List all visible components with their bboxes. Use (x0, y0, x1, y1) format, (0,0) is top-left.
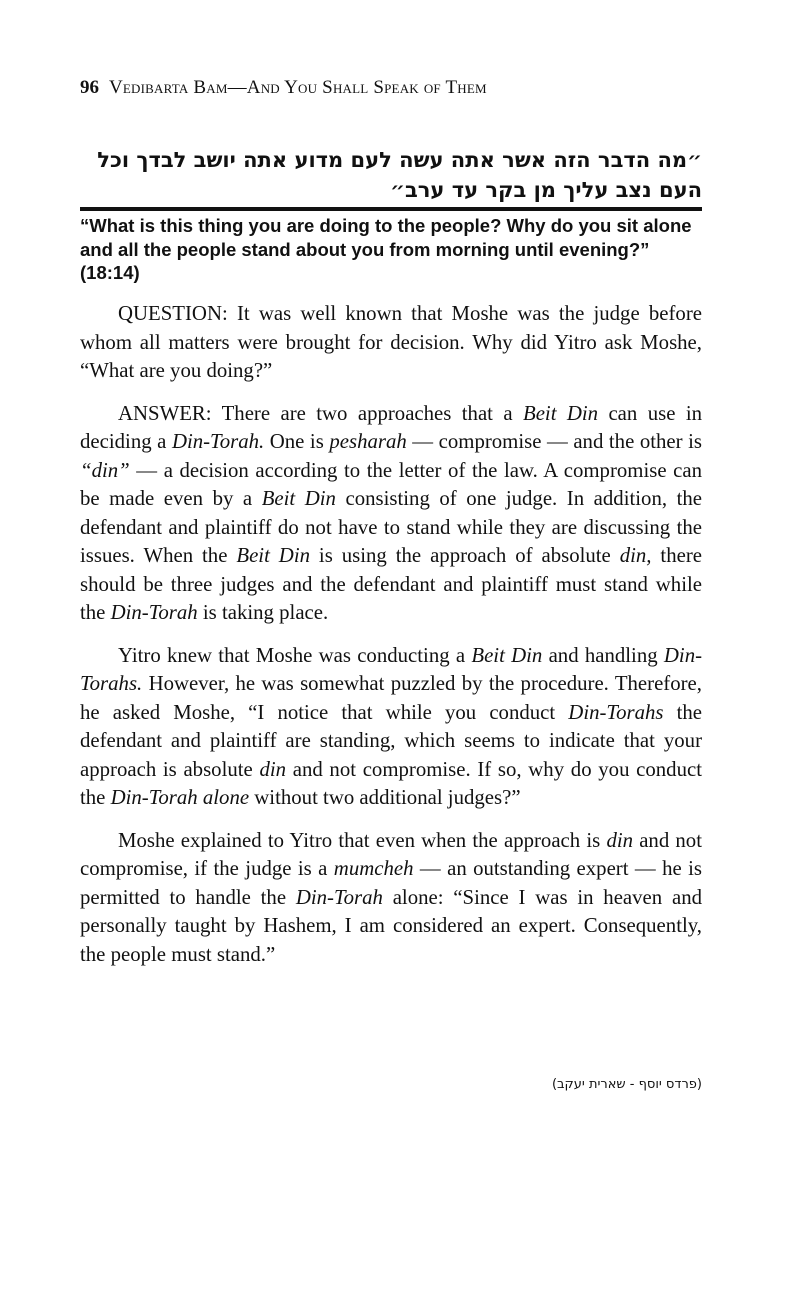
text-run: and not compromise. If so, why do you conduct the (80, 757, 702, 809)
text-run: QUESTION: It was well known that Moshe was the judge before whom all matters were brought for decision. Why did Yitro ask Moshe, “What are you doing?” (80, 302, 702, 382)
italic-term: Din-Torah (110, 601, 198, 624)
hebrew-verse-line-2: העם נצב עליך מן בקר עד ערב״ (390, 178, 702, 202)
italic-term: Din-Torahs (568, 700, 664, 724)
text-run: there should be three judges and the defendant and plaintiff must stand while the (80, 544, 702, 624)
paragraph-moshe (80, 827, 702, 970)
text-run: — compromise — and the other is (406, 430, 702, 453)
text-run: ANSWER: There are two approaches that a (118, 401, 523, 425)
text-run: can use in deciding a (80, 401, 702, 453)
text-run: is using the approach of absolute (310, 544, 620, 567)
italic-term: Din-Torah (295, 885, 383, 909)
italic-term: din, (619, 544, 652, 567)
text-run: — an outstanding expert — he is permitted to handle the (80, 857, 702, 909)
divider-rule (80, 207, 702, 211)
running-title: Vedibarta Bam—And You Shall Speak of Them (109, 77, 487, 98)
text-run: consisting of one judge. In addition, the defendant and plaintiff do not have to stand while they are discussing the issues. When the (80, 487, 702, 567)
text-run: the defendant and plaintiff are standing, which seems to indicate that your approach is absolute (80, 700, 702, 781)
text-run: and handling (542, 643, 664, 667)
text-run: alone: “Since I was in heaven and personally taught by Hashem, I am considered an expert. Consequently, the people must stand.” (80, 885, 702, 966)
page-number: 96 (80, 77, 99, 98)
italic-term: din (606, 828, 634, 852)
hebrew-verse-line-1: ״מה הדבר הזה אשר אתה עשה לעם מדוע אתה יושב לבדך וכל (97, 148, 702, 172)
paragraph-answer (80, 400, 702, 628)
text-run: However, he was somewhat puzzled by the procedure. Therefore, he asked Moshe, “I notice that while you conduct (80, 672, 702, 724)
paragraph-question (80, 300, 702, 386)
text-run: without two additional judges?” (249, 786, 521, 809)
text-run: Moshe explained to Yitro that even when the approach is (118, 828, 607, 852)
italic-term: din (259, 757, 287, 781)
commentary-body (80, 300, 702, 983)
italic-term: mumcheh (333, 857, 414, 880)
source-citation: (פרדס יוסף - שארית יעקב) (551, 1077, 702, 1092)
italic-term: Din-Torah. (171, 430, 265, 453)
running-header (80, 76, 702, 100)
text-run: One is (264, 430, 330, 453)
paragraph-yitro (80, 642, 702, 813)
italic-term: Beit Din (261, 487, 336, 510)
english-verse-translation: “What is this thing you are doing to the people? Why do you sit alone and all the people stand about you from morning until evening?” (18:14) (80, 215, 692, 283)
italic-term: Beit Din (471, 643, 543, 667)
italic-term: Beit Din (522, 401, 599, 425)
italic-term: “din” (80, 458, 130, 482)
text-run: — a decision according to the letter of the law. A compromise can be made even by a (80, 458, 702, 510)
italic-term: Din-Torahs. (80, 643, 703, 695)
hebrew-verse (80, 145, 702, 205)
italic-term: pesharah (329, 430, 407, 453)
text-run: and not compromise, if the judge is a (80, 828, 702, 880)
text-run: Yitro knew that Moshe was conducting a (118, 643, 472, 667)
italic-term: Beit Din (236, 544, 310, 567)
italic-term: Din-Torah alone (110, 786, 250, 809)
text-run: is taking place. (197, 601, 329, 624)
